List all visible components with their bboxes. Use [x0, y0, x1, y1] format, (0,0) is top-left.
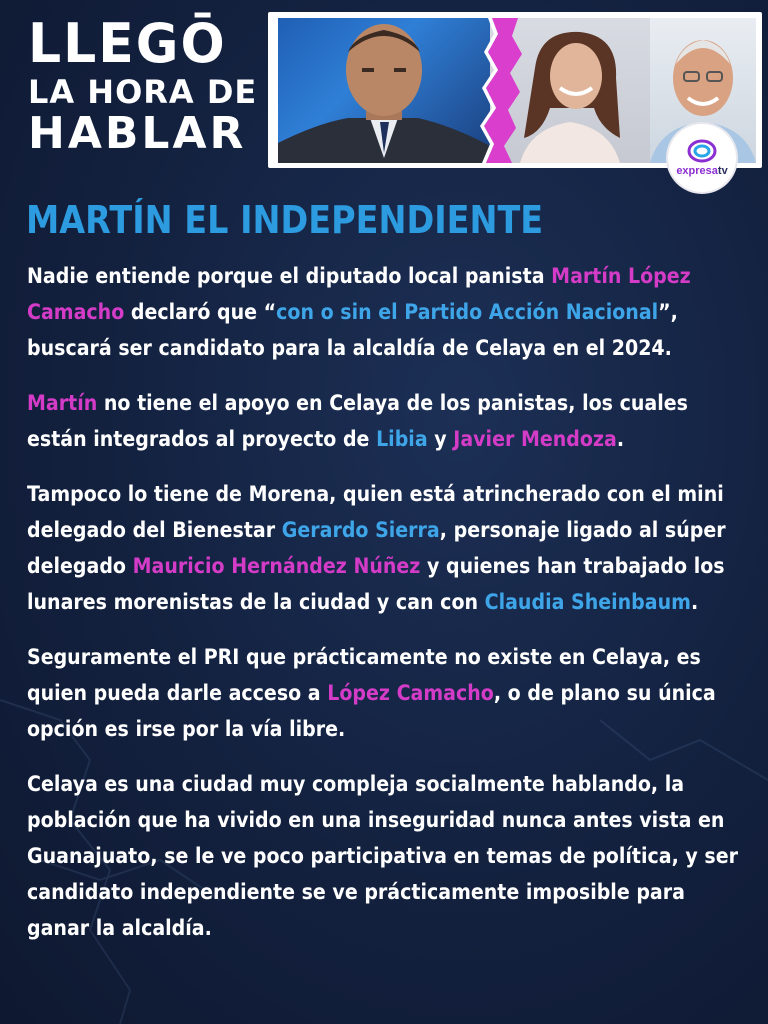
brand-main: expresa	[676, 165, 718, 177]
article-headline: MARTÍN EL INDEPENDIENTE	[26, 198, 544, 242]
logo-line-2: LA HORA DE	[28, 73, 258, 111]
photo-man-in-suit	[278, 18, 490, 163]
p3-name-claudia-sheinbaum: Claudia Sheinbaum	[484, 590, 691, 614]
p2-text-f: .	[616, 427, 625, 451]
p4-name-lopez-camacho: López Camacho	[327, 681, 494, 705]
p1-text-a: Nadie entiende porque el diputado local panista	[27, 264, 552, 288]
p2-name-javier-mendoza: Javier Mendoza	[453, 427, 617, 451]
expresatv-swirl-icon	[687, 139, 717, 163]
p1-name-martin-lopez-camacho: Martín López Camacho	[27, 264, 691, 324]
p5-text-a: Celaya es una ciudad muy compleja socialmente hablando, la población que ha vivido en una inseguridad nunca antes vista en Guanajuato, se le ve poco participativa en temas de política, y ser candidato independiente se ve prácticamente imposible para ganar la alcaldía.	[27, 772, 739, 940]
logo-line-3: HABLAR	[28, 108, 247, 159]
brand-suffix: tv	[717, 165, 728, 177]
torn-paper-divider	[472, 18, 532, 163]
man-suit-portrait-image	[278, 18, 490, 163]
p2-name-martin: Martín	[27, 391, 98, 415]
paragraph-2	[27, 385, 742, 457]
p3-text-a: Tampoco lo tiene de Morena, quien está atrincherado con el mini delegado del Bienestar	[27, 482, 724, 542]
p3-text-g: .	[690, 590, 699, 614]
p3-text-c: , personaje ligado al súper delegado	[27, 518, 726, 578]
paragraph-4	[27, 639, 742, 747]
p3-name-gerardo-sierra: Gerardo Sierra	[281, 518, 440, 542]
p3-text-e: y quienes han trabajado los lunares morenistas de la ciudad y can con	[27, 554, 725, 614]
p2-text-d: y	[427, 427, 454, 451]
expresatv-logo-badge	[668, 124, 736, 192]
show-logo	[28, 12, 258, 159]
p1-text-e: ”, buscará ser candidato para la alcaldía de Celaya en el 2024.	[27, 300, 678, 360]
paragraph-5	[27, 766, 742, 946]
p1-quote: con o sin el Partido Acción Nacional	[276, 300, 659, 324]
paragraph-3	[27, 476, 742, 620]
expresatv-wordmark	[676, 165, 727, 177]
p2-name-libia: Libia	[376, 427, 428, 451]
paragraph-1	[27, 258, 742, 366]
p4-text-a: Seguramente el PRI que prácticamente no existe en Celaya, es quien pueda darle acceso a	[27, 645, 701, 705]
p1-text-c: declaró que “	[124, 300, 277, 324]
p2-text-b: no tiene el apoyo en Celaya de los panistas, los cuales están integrados al proyecto de	[27, 391, 688, 451]
p4-text-c: , o de plano su única opción es irse por la vía libre.	[27, 681, 716, 741]
article-body	[27, 258, 742, 965]
p3-name-mauricio-hernandez: Mauricio Hernández Núñez	[132, 554, 421, 578]
logo-line-1: LLEGŌ	[28, 12, 227, 76]
